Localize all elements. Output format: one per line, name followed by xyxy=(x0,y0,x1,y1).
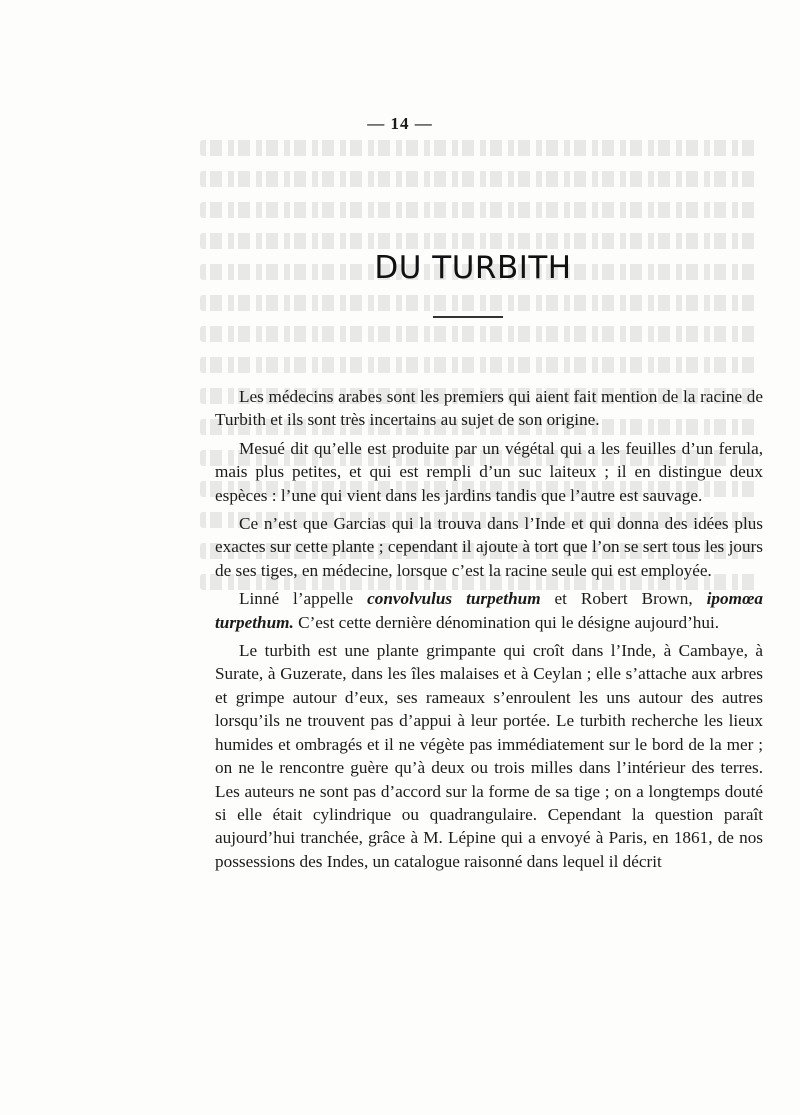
paragraph: Les médecins arabes sont les premiers qui aient fait mention de la racine de Turbith et ils sont très incertains au sujet de son origine. xyxy=(215,387,763,430)
paragraph-text: C’est cette dernière dénomination qui le désigne aujourd’hui. xyxy=(293,612,720,632)
paragraph: Ce n’est que Garcias qui la trouva dans l’Inde et qui donna des idées plus exactes sur cette plante ; cependant il ajoute à tort que l’on se sert tous les jours de ses tiges, en médecine, lorsque c’est la racine seule qui est employée. xyxy=(215,514,763,580)
paragraph-text: et Robert Brown, xyxy=(540,589,707,609)
page-number: — 14 — xyxy=(367,114,433,133)
section-title: DU TURBITH xyxy=(374,250,572,286)
paragraph-with-latin-names xyxy=(215,587,763,634)
body-text xyxy=(215,385,763,878)
paragraph-text: Linné l’appelle xyxy=(239,589,368,609)
paragraph: Le turbith est une plante grimpante qui croît dans l’Inde, à Cambaye, à Surate, à Guzerate, dans les îles malaises et à Ceylan ; elle s’attache aux arbres et grimpe autour d’eux, ses rameaux s’enroulent les uns autour des autres lorsqu’ils ne trouvent pas d’appui à leur portée. Le turbith recherche les lieux humides et ombragés et il ne végète pas immédiatement sur le bord de la mer ; on ne le rencontre guère qu’à deux ou trois milles dans l’intérieur des terres. Les auteurs ne sont pas d’accord sur la forme de sa tige ; on a longtemps douté si elle était cylindrique ou quadrangulaire. Cependant la question paraît aujourd’hui tranchée, grâce à M. Lépine qui a envoyé à Paris, en 1861, de nos possessions des Indes, un catalogue raisonné dans lequel il décrit xyxy=(215,641,763,871)
paragraph: Mesué dit qu’elle est produite par un végétal qui a les feuilles d’un ferula, mais plus petites, et qui est rempli d’un suc laiteux ; il en distingue deux espèces : l’une qui vient dans les jardins tandis que l’autre est sauvage. xyxy=(215,438,763,505)
latin-name: convolvulus turpethum xyxy=(367,589,541,609)
title-underline-rule xyxy=(433,316,503,318)
latin-name: ipomœa turpethum. xyxy=(215,589,763,632)
